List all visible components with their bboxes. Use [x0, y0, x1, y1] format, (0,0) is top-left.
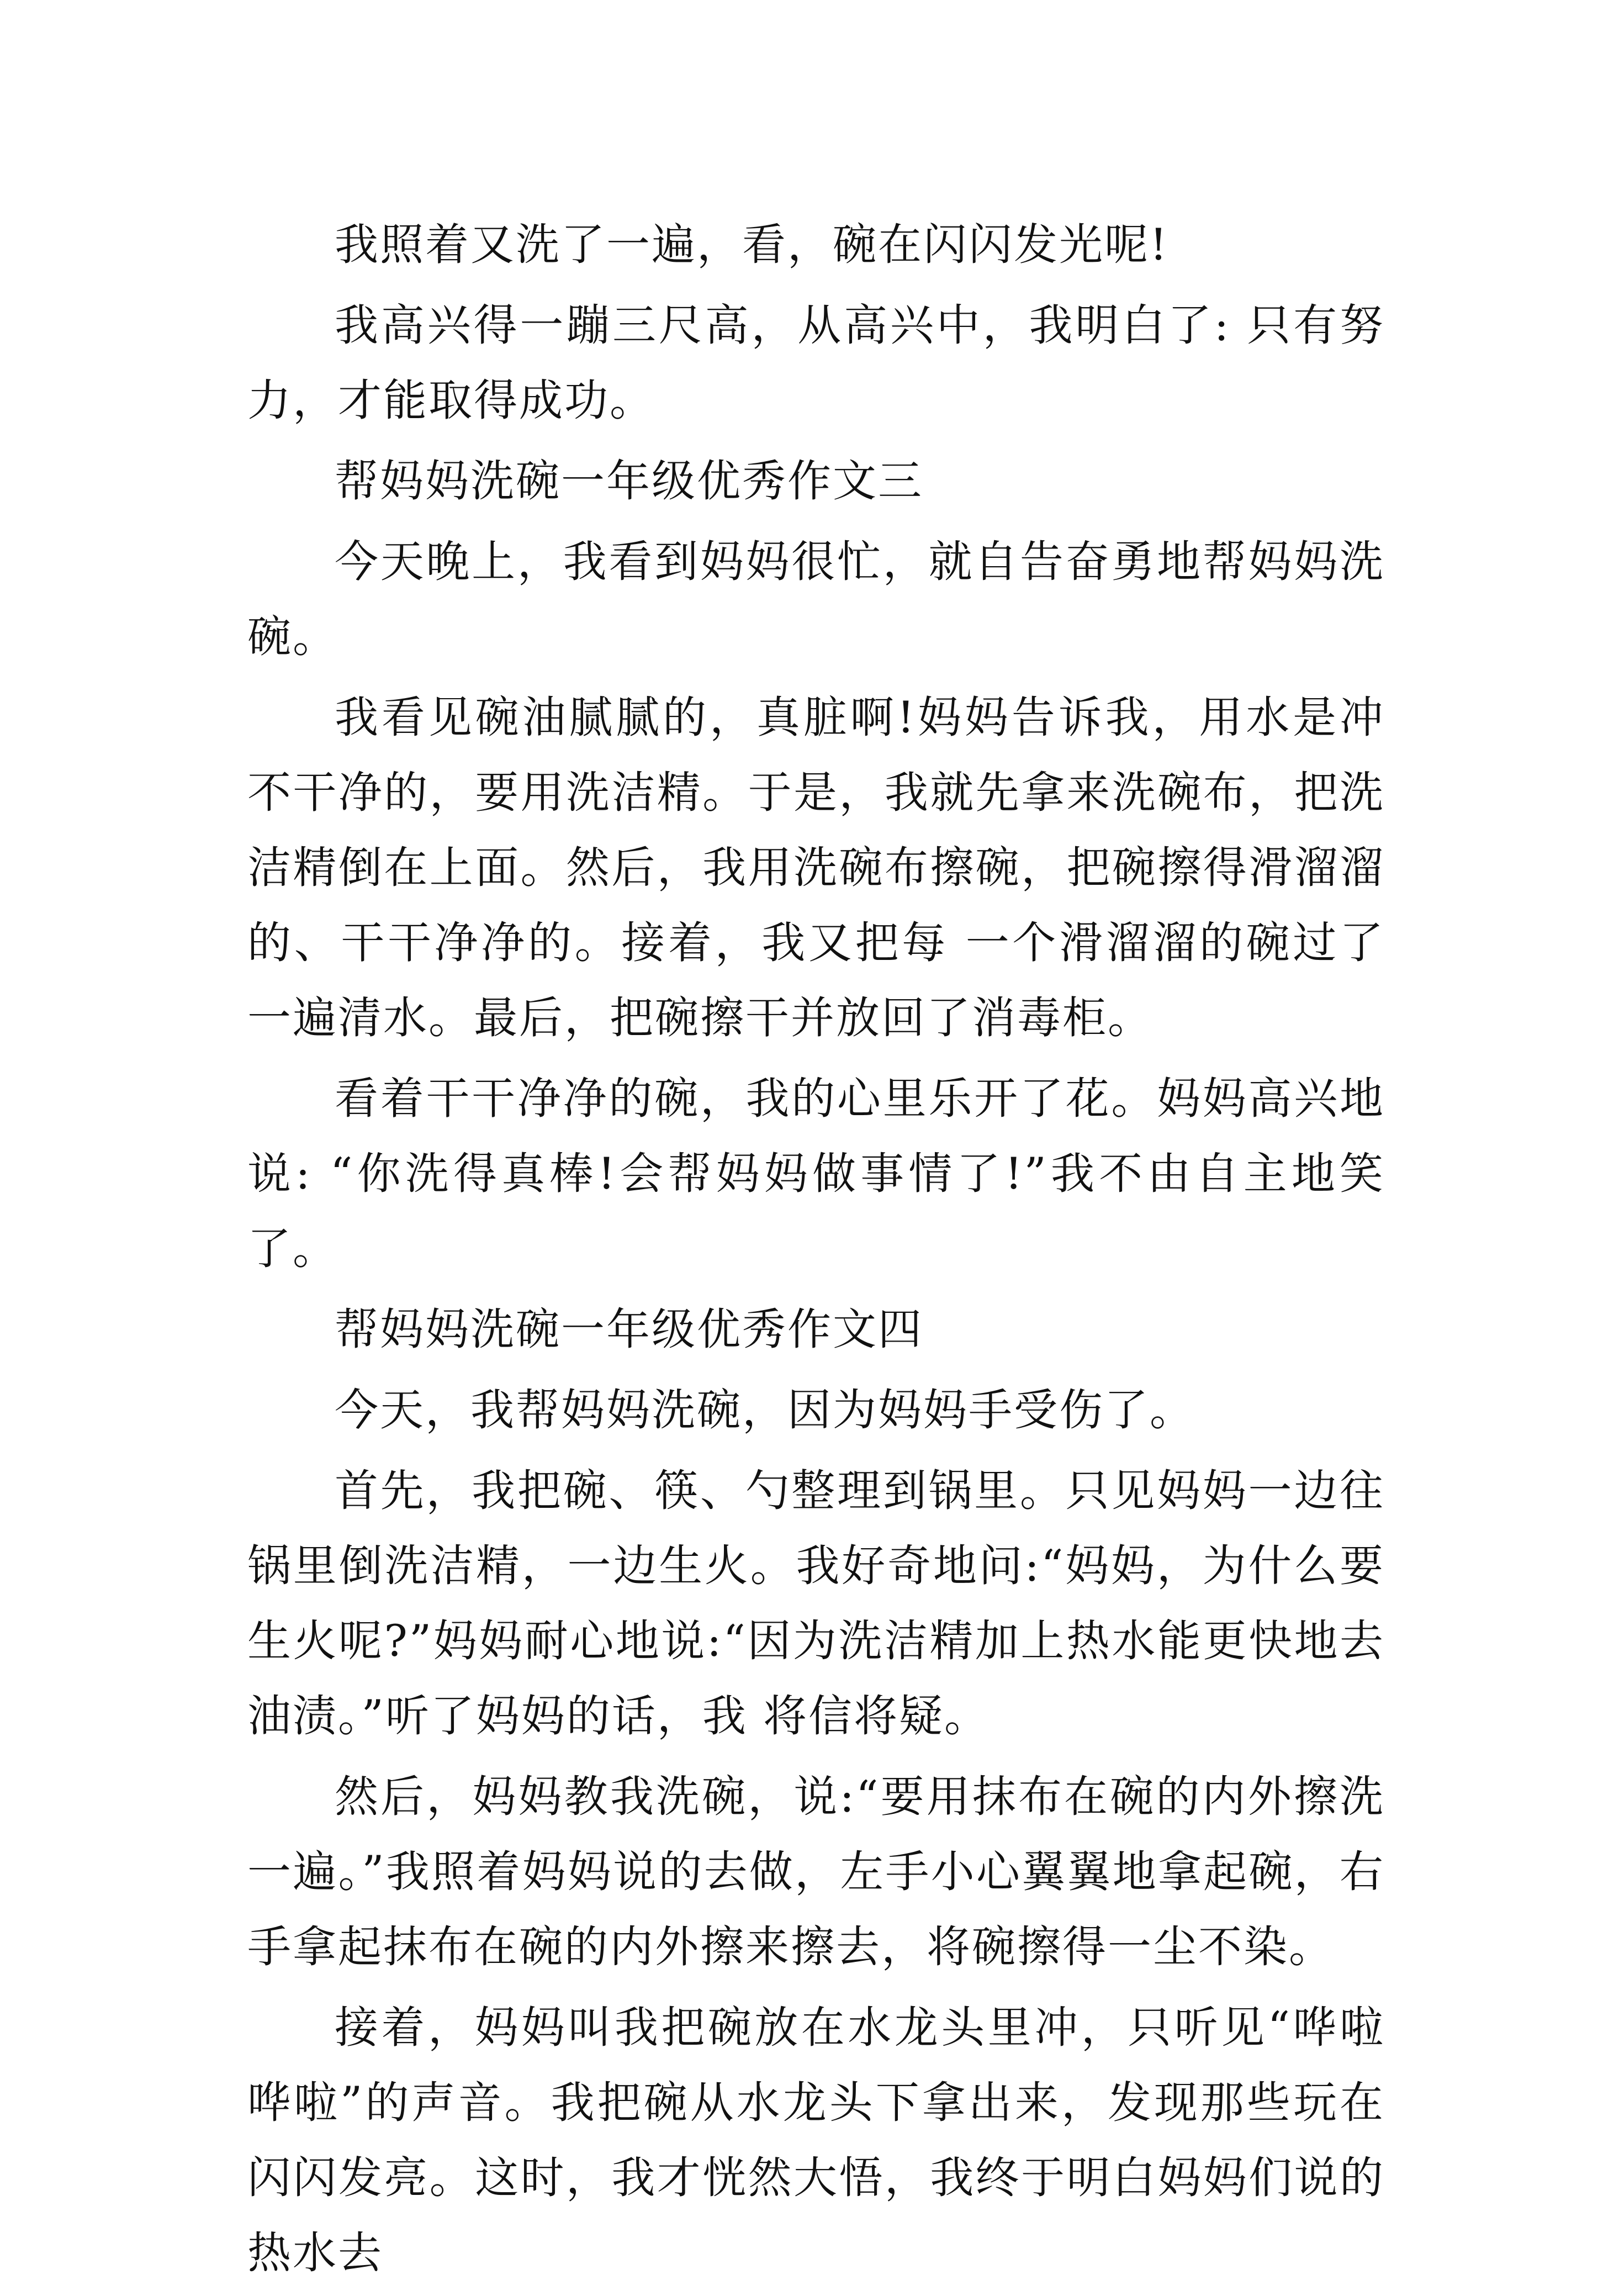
paragraph-6: 今天，我帮妈妈洗碗，因为妈妈手受伤了。 [335, 1385, 1195, 1435]
paragraph-8: 然后，妈妈教我洗碗，说:“要用抹布在碗的内外擦洗一遍。”我照着妈妈说的去做，左手小心翼翼地拿起碗，右手拿起抹布在碗的内外擦来擦去，将碗擦得一尘不染。 [247, 1771, 1385, 1972]
paragraph-9: 接着，妈妈叫我把碗放在水龙头里冲，只听见“哗啦哗啦”的声音。我把碗从水龙头下拿出来，发现那些玩在闪闪发亮。这时，我才恍然大悟，我终于明白妈妈们说的热水去 [247, 2002, 1385, 2278]
essay-body [247, 207, 1385, 2296]
paragraph-2: 我高兴得一蹦三尺高，从高兴中，我明白了: 只有努力，才能取得成功。 [247, 300, 1385, 426]
paragraph-3: 今天晚上，我看到妈妈很忙，就自告奋勇地帮妈妈洗碗。 [247, 536, 1385, 662]
essay-title-3: 帮妈妈洗碗一年级优秀作文三 [335, 456, 923, 506]
paragraph-4: 我看见碗油腻腻的，真脏啊!妈妈告诉我，用水是冲不干净的，要用洗洁精。于是，我就先拿来洗碗布，把洗洁精倒在上面。然后，我用洗碗布擦碗，把碗擦得滑溜溜的、干干净净的。接着，我又把每 一个滑溜溜的碗过了一遍清水。最后，把碗擦干并放回了消毒柜。 [247, 692, 1385, 1043]
paragraph-1: 我照着又洗了一遍，看，碗在闪闪发光呢! [335, 219, 1169, 270]
paragraph-7: 首先，我把碗、筷、勺整理到锅里。只见妈妈一边往锅里倒洗洁精，一边生火。我好奇地问:“妈妈，为什么要生火呢?”妈妈耐心地说:“因为洗洁精加上热水能更快地去油渍。”听了妈妈的话，我 将信将疑。 [247, 1465, 1385, 1741]
paragraph-5: 看着干干净净的碗，我的心里乐开了花。妈妈高兴地说: “你洗得真棒!会帮妈妈做事情了!”我不由自主地笑了。 [247, 1073, 1385, 1274]
essay-title-4: 帮妈妈洗碗一年级优秀作文四 [335, 1304, 923, 1355]
